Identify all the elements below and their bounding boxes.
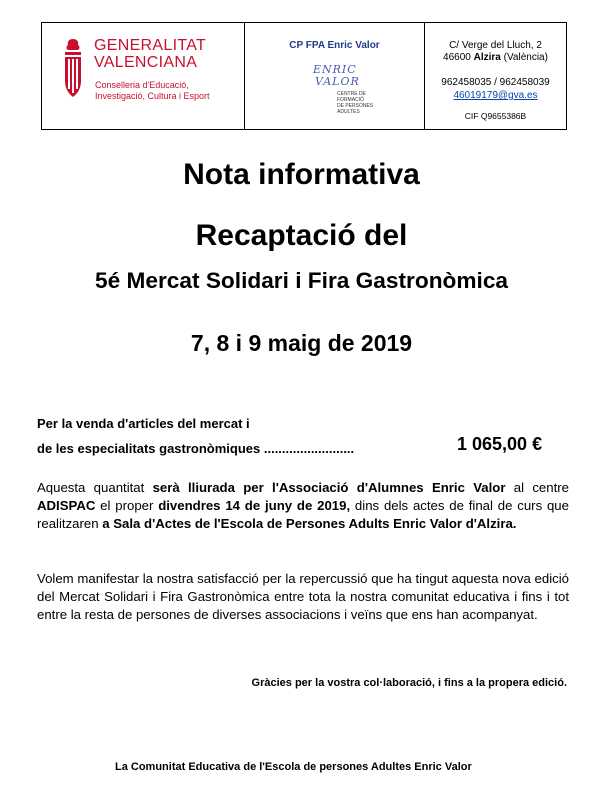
page-title: Nota informativa: [183, 158, 420, 191]
cif-number: CIF Q9655386B: [464, 111, 527, 121]
delivery-paragraph: Aquesta quantitat serà lliurada per l'Associació d'Alumnes Enric Valor al centre ADISPAC el proper divendres 14 de juny de 2019, dins dels actes de final de curs que realitzaren a Sala d'Actes de l'Escola de Persones Adults Enric Valor d'Alzira.: [37, 480, 569, 531]
sale-description-line-1: Per la venda d'articles del mercat i: [37, 416, 250, 431]
title-line-3: 5é Mercat Solidari i Fira Gastronòmica: [94, 268, 509, 293]
phone-numbers: 962458035 / 962458039: [441, 77, 550, 88]
thanks-line: Gràcies per la vostra col·laboració, i fins a la propera edició.: [251, 677, 567, 689]
contact-cell: [425, 23, 566, 129]
address-line-2: 46600 Alzira (València): [443, 52, 548, 63]
event-dates: 7, 8 i 9 maig de 2019: [190, 330, 413, 356]
generalitat-emblem-icon: [62, 37, 84, 99]
email-link[interactable]: 46019179@gva.es: [453, 90, 538, 101]
generalitat-name: GENERALITAT VALENCIANA: [94, 37, 207, 71]
title-line-2: Recaptació del: [195, 219, 408, 252]
school-cell: [245, 23, 425, 129]
school-name: CP FPA Enric Valor: [289, 40, 380, 51]
letterhead: [41, 22, 567, 130]
sale-description-line-2: de les especialitats gastronòmiques .........................: [37, 441, 355, 456]
satisfaction-paragraph: Volem manifestar la nostra satisfacció per la repercussió que ha tingut aquesta nova edició del Mercat Solidari i Fira Gastronòmica entre tota la nostra comunitat educativa i fins i tot entre la resta de persones de diverses associacions i veïns que ens han acompanyat.: [37, 571, 569, 622]
generalitat-logo-cell: [42, 23, 245, 129]
conselleria-name: Conselleria d'Educació, Investigació, Cultura i Esport: [95, 80, 210, 101]
footer-signature: La Comunitat Educativa de l'Escola de persones Adultes Enric Valor: [115, 761, 472, 773]
enric-valor-logo: ENRIC VALOR CENTRE DE FORMACIÓ DE PERSONES ADULTES: [313, 63, 374, 115]
total-amount: 1 065,00 €: [457, 434, 543, 454]
logo-caption: CENTRE DE FORMACIÓ DE PERSONES ADULTES: [337, 91, 374, 115]
address-line-1: C/ Verge del Lluch, 2: [449, 40, 542, 51]
